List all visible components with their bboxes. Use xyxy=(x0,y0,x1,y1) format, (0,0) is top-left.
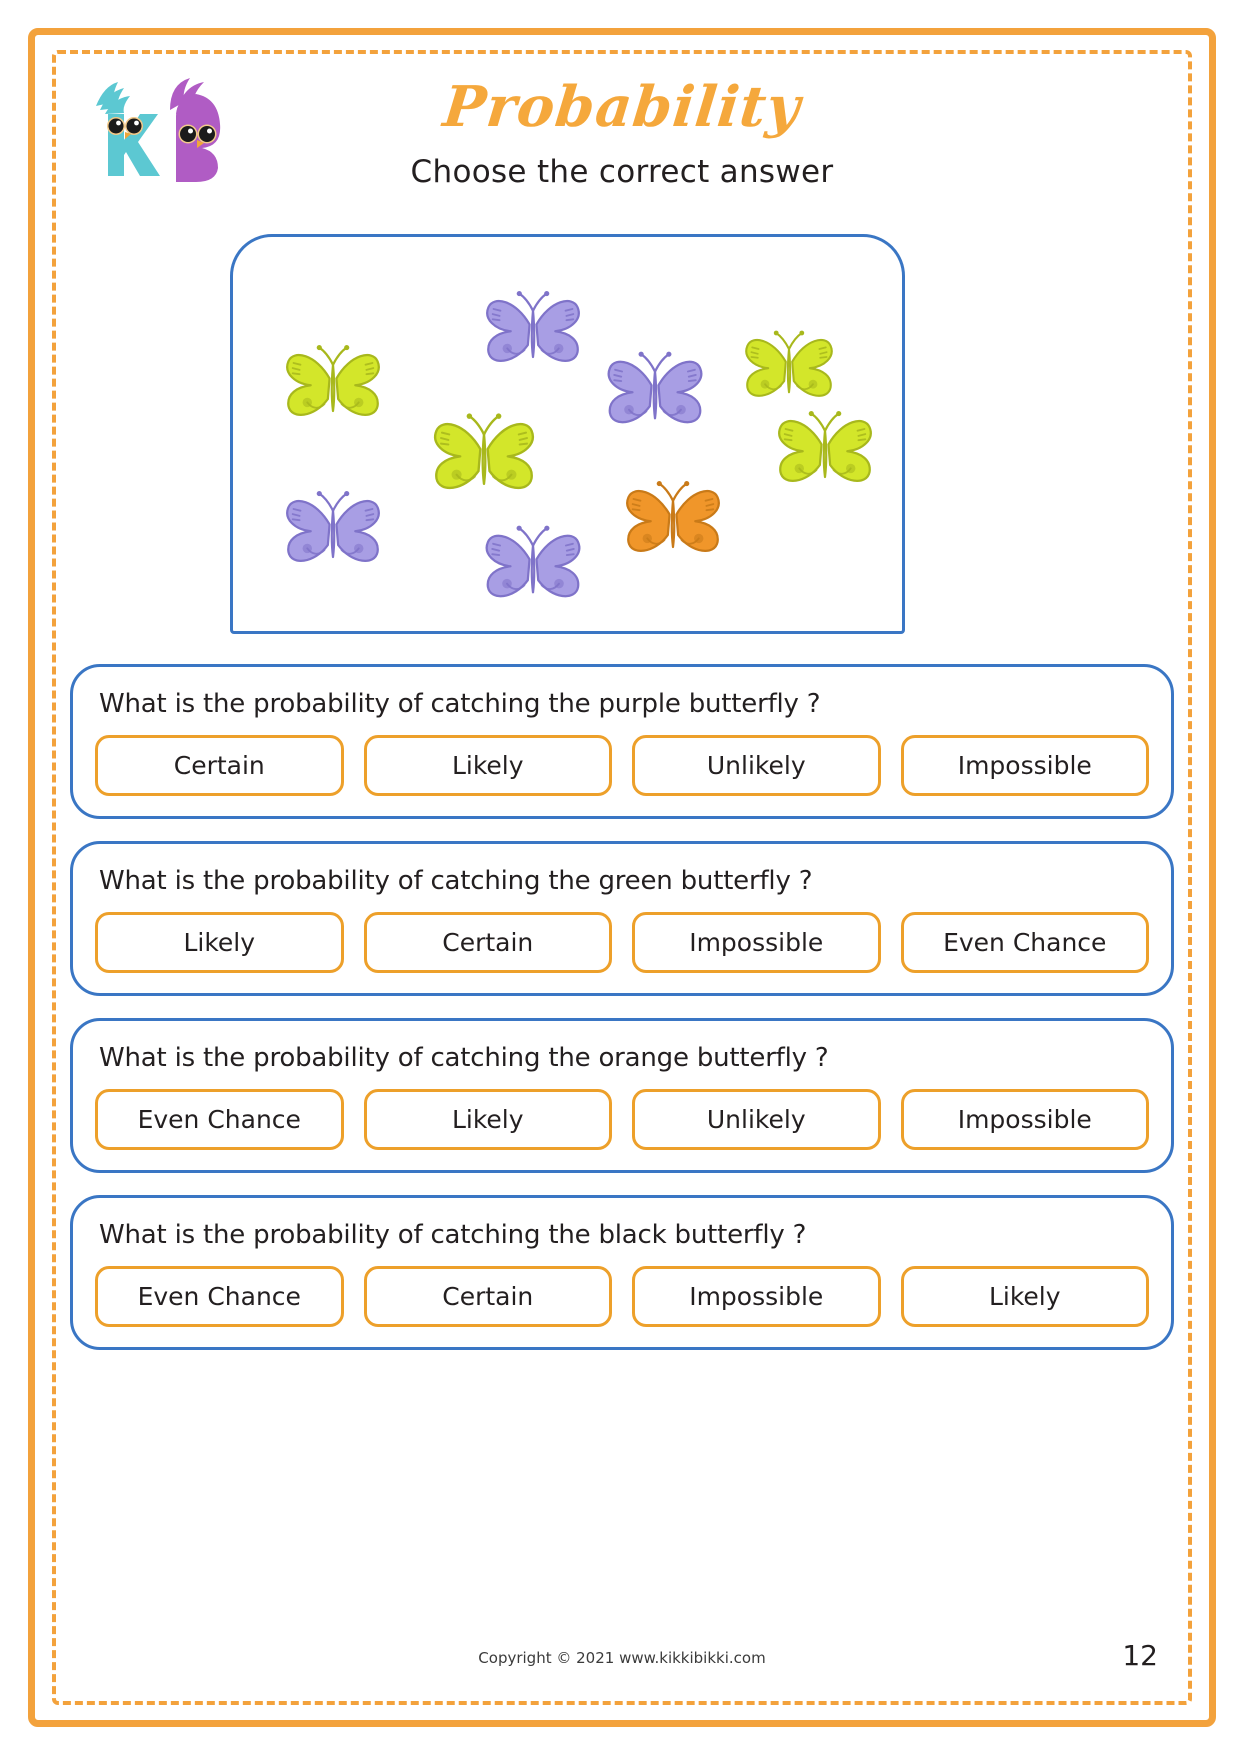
answer-option-button[interactable]: Likely xyxy=(364,735,613,796)
question-text: What is the probability of catching the black butterfly ? xyxy=(99,1220,807,1250)
page-title: Probability xyxy=(440,74,804,140)
answer-options-row xyxy=(95,1089,1149,1150)
question-text: What is the probability of catching the green butterfly ? xyxy=(99,866,813,896)
answer-option-button[interactable]: Likely xyxy=(901,1266,1150,1327)
worksheet-content xyxy=(70,66,1174,1689)
butterfly-green xyxy=(741,325,837,409)
answer-option-button[interactable]: Unlikely xyxy=(632,1089,881,1150)
answer-option-button[interactable]: Even Chance xyxy=(95,1089,344,1150)
questions-list xyxy=(70,664,1174,1350)
butterfly-green xyxy=(429,407,539,503)
butterfly-purple xyxy=(481,285,585,375)
answer-option-button[interactable]: Impossible xyxy=(632,1266,881,1327)
answer-option-button[interactable]: Likely xyxy=(95,912,344,973)
butterfly-green xyxy=(281,339,385,429)
worksheet-header xyxy=(70,66,1174,216)
question-text: What is the probability of catching the purple butterfly ? xyxy=(99,689,821,719)
copyright-text: Copyright © 2021 www.kikkibikki.com xyxy=(478,1649,766,1667)
page-number: 12 xyxy=(1122,1639,1158,1672)
answer-option-button[interactable]: Unlikely xyxy=(632,735,881,796)
answer-option-button[interactable]: Certain xyxy=(364,912,613,973)
illustration-wrapper xyxy=(70,234,1174,646)
answer-option-button[interactable]: Even Chance xyxy=(95,1266,344,1327)
butterfly-purple xyxy=(481,519,585,611)
butterfly-purple xyxy=(281,485,385,575)
answer-option-button[interactable]: Even Chance xyxy=(901,912,1150,973)
answer-option-button[interactable]: Impossible xyxy=(632,912,881,973)
butterfly-purple xyxy=(603,345,707,437)
question-card-q1 xyxy=(70,664,1174,819)
answer-options-row xyxy=(95,735,1149,796)
question-card-q3 xyxy=(70,1018,1174,1173)
answer-option-button[interactable]: Impossible xyxy=(901,735,1150,796)
question-card-q2 xyxy=(70,841,1174,996)
question-text: What is the probability of catching the orange butterfly ? xyxy=(99,1043,829,1073)
butterflies-panel xyxy=(230,234,905,634)
question-card-q4 xyxy=(70,1195,1174,1350)
butterfly-orange xyxy=(621,475,725,565)
page-subtitle: Choose the correct answer xyxy=(410,154,834,190)
butterfly-green xyxy=(773,405,877,495)
answer-option-button[interactable]: Certain xyxy=(364,1266,613,1327)
answer-option-button[interactable]: Certain xyxy=(95,735,344,796)
answer-option-button[interactable]: Likely xyxy=(364,1089,613,1150)
answer-option-button[interactable]: Impossible xyxy=(901,1089,1150,1150)
answer-options-row xyxy=(95,1266,1149,1327)
answer-options-row xyxy=(95,912,1149,973)
worksheet-footer xyxy=(70,1639,1174,1683)
